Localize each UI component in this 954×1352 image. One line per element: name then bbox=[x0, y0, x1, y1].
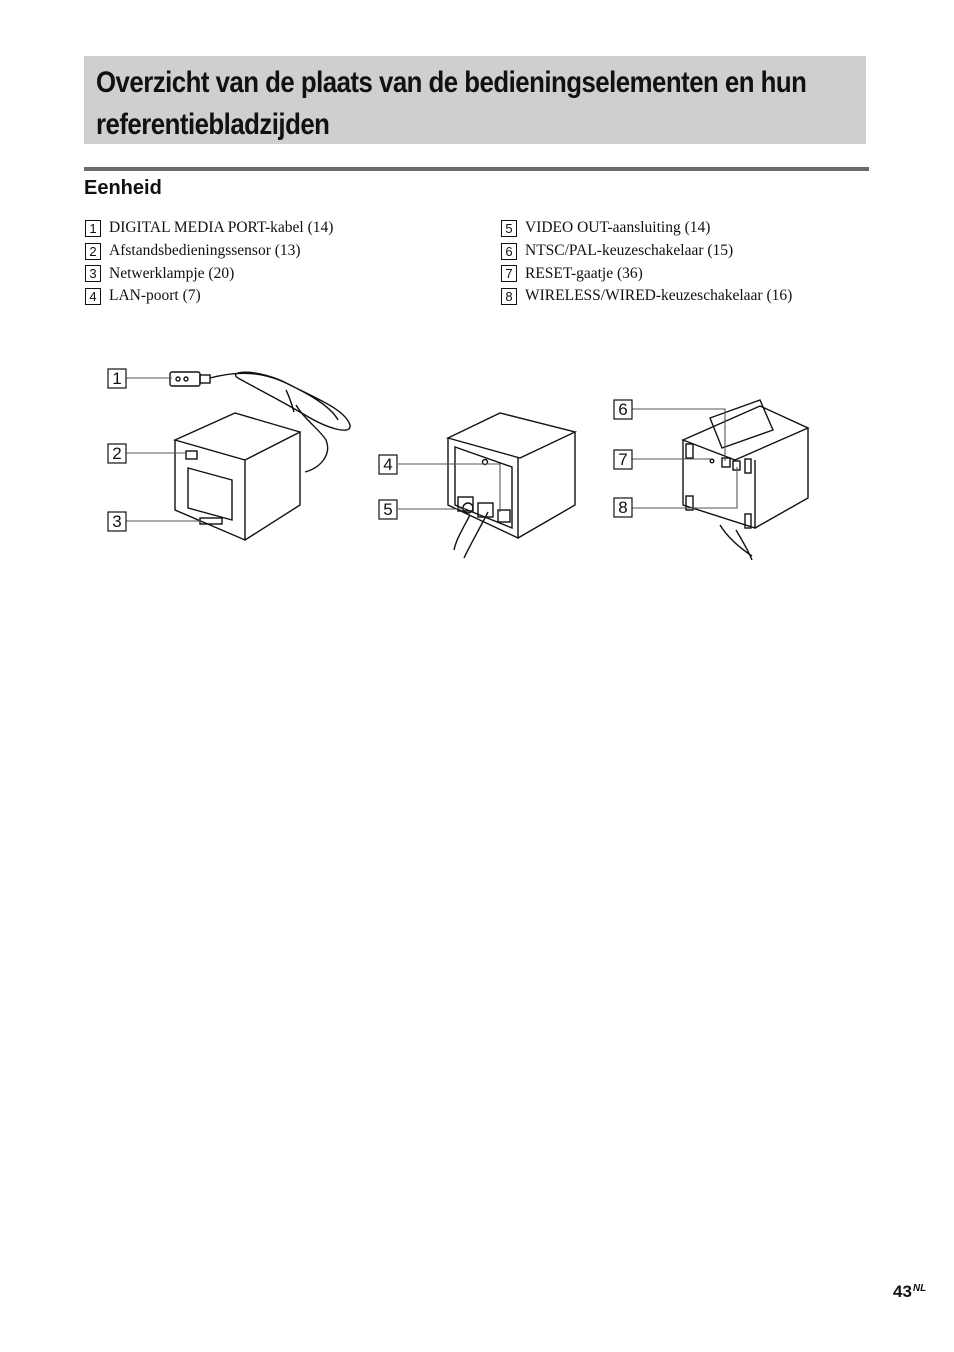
callout-1 bbox=[108, 369, 126, 388]
legend-text: Afstandsbedieningssensor (13) bbox=[109, 242, 301, 260]
page-language-suffix: NL bbox=[912, 1283, 927, 1294]
callout-6 bbox=[614, 400, 632, 419]
callout-3 bbox=[108, 512, 126, 531]
legend-text: NTSC/PAL-keuzeschakelaar (15) bbox=[525, 242, 734, 260]
svg-text:5: 5 bbox=[383, 500, 393, 519]
legend-number: 5 bbox=[501, 220, 517, 237]
legend-text: WIRELESS/WIRED-keuzeschakelaar (16) bbox=[525, 287, 793, 305]
legend-number: 7 bbox=[501, 265, 517, 282]
svg-text:7: 7 bbox=[618, 450, 628, 469]
page-title: Overzicht van de plaats van de bedieningselementen en hun referentiebladzijden bbox=[96, 66, 807, 141]
page-number bbox=[893, 1282, 926, 1302]
callout-8 bbox=[614, 498, 632, 517]
svg-text:4: 4 bbox=[383, 455, 393, 474]
legend-number: 1 bbox=[85, 220, 101, 237]
svg-text:8: 8 bbox=[618, 498, 628, 517]
callout-7 bbox=[614, 450, 632, 469]
legend-number: 8 bbox=[501, 288, 517, 305]
svg-text:3: 3 bbox=[112, 512, 122, 531]
callout-2 bbox=[108, 444, 126, 463]
callout-leaders bbox=[126, 378, 737, 521]
svg-text:2: 2 bbox=[112, 444, 122, 463]
callout-4 bbox=[379, 455, 397, 474]
device-illustration bbox=[0, 0, 954, 600]
legend-number: 4 bbox=[85, 288, 101, 305]
legend-text: VIDEO OUT-aansluiting (14) bbox=[525, 219, 711, 237]
svg-text:6: 6 bbox=[618, 400, 628, 419]
legend-number: 2 bbox=[85, 243, 101, 260]
legend-text: Netwerklampje (20) bbox=[109, 264, 235, 282]
legend-text: DIGITAL MEDIA PORT-kabel (14) bbox=[109, 219, 334, 237]
legend-text: RESET-gaatje (36) bbox=[525, 264, 643, 282]
unit-front-view bbox=[170, 372, 350, 540]
page-number-value: 43 bbox=[893, 1282, 912, 1301]
callout-5 bbox=[379, 500, 397, 519]
unit-side-view bbox=[683, 400, 808, 560]
legend-number: 6 bbox=[501, 243, 517, 260]
legend-text: LAN-poort (7) bbox=[109, 287, 201, 305]
legend-number: 3 bbox=[85, 265, 101, 282]
svg-text:1: 1 bbox=[112, 369, 122, 388]
section-heading: Eenheid bbox=[84, 177, 162, 199]
callout-boxes bbox=[108, 369, 632, 531]
unit-rear-view bbox=[448, 413, 575, 558]
